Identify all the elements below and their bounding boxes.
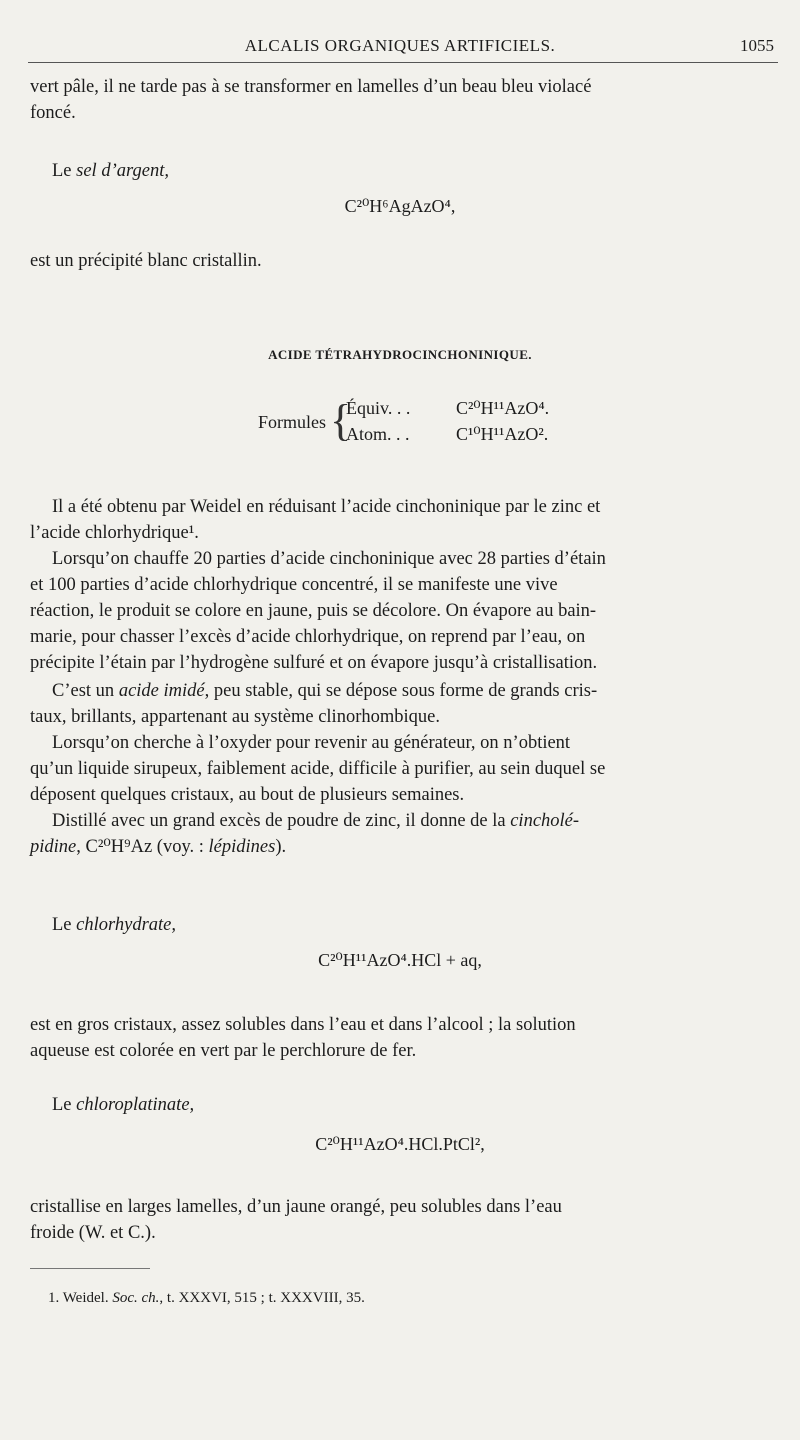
footnote-text: , t. XXXVI, 515 ; t. XXXVIII, 35. — [159, 1290, 365, 1306]
formula-row — [346, 424, 548, 445]
formulas-block — [258, 398, 658, 458]
chlorhydrate-description — [30, 1012, 770, 1064]
silver-salt-heading — [30, 158, 770, 184]
text-line: précipite l’étain par l’hydrogène sulfuré et on évapore jusqu’à cristallisation. — [30, 653, 598, 673]
silver-salt-description: est un précipité blanc cristallin. — [30, 251, 262, 271]
footnote — [48, 1290, 365, 1307]
notation-formula: C²⁰H¹¹AzO⁴. — [456, 398, 550, 418]
text-line: réaction, le produit se colore en jaune, puis se décolore. On évapore au bain- — [30, 601, 597, 621]
text-line: vert pâle, il ne tarde pas à se transformer en lamelles d’un beau bleu violacé — [30, 77, 592, 97]
page-number: 1055 — [740, 36, 774, 55]
text-line: déposent quelques cristaux, au bout de plusieurs semaines. — [30, 785, 465, 805]
text-line: Lorsqu’on cherche à l’oxyder pour revenir au générateur, on n’obtient — [52, 733, 571, 753]
compound-name: sel d’argent, — [76, 161, 169, 181]
heading-prefix: Le — [52, 915, 77, 935]
running-title: ALCALIS ORGANIQUES ARTIFICIELS. — [244, 36, 556, 55]
silver-salt-formula: C²⁰H⁶AgAzO⁴, — [344, 196, 456, 216]
heading-prefix: Le — [52, 161, 77, 181]
paragraph-oxidation — [30, 730, 770, 808]
paragraph-distillation — [30, 808, 770, 860]
text-line: Il a été obtenu par Weidel en réduisant l’acide cinchoninique par le zinc et — [52, 497, 601, 517]
page-header — [0, 36, 800, 64]
formula-row — [346, 398, 549, 419]
text-span: Distillé avec un grand excès de poudre de zinc, il donne de la — [52, 811, 511, 831]
paragraph-preparation — [30, 546, 770, 676]
emphasis: pidine — [30, 837, 77, 857]
text-line: marie, pour chasser l’excès d’acide chlorhydrique, on reprend par l’eau, on — [30, 627, 586, 647]
emphasis: lépidines — [208, 837, 276, 857]
text-line: est en gros cristaux, assez solubles dans l’eau et dans l’alcool ; la solution — [30, 1015, 576, 1035]
text-line: et 100 parties d’acide chlorhydrique concentré, il se manifeste une vive — [30, 575, 558, 595]
heading-prefix: Le — [52, 1095, 77, 1115]
text-line: Lorsqu’on chauffe 20 parties d’acide cinchoninique avec 28 parties d’étain — [52, 549, 606, 569]
text-span: C’est un — [52, 681, 119, 701]
compound-name: chlorhydrate, — [76, 915, 176, 935]
text-line — [30, 678, 770, 704]
formulas-label: Formules — [258, 412, 327, 432]
text-span: ). — [275, 837, 287, 857]
emphasis: cincholé- — [510, 811, 580, 831]
text-line: l’acide chlorhydrique¹. — [30, 523, 199, 543]
emphasis: acide imidé — [118, 681, 205, 701]
text-line: qu’un liquide sirupeux, faiblement acide, difficile à purifier, au sein duquel se — [30, 759, 606, 779]
text-line: cristallise en larges lamelles, d’un jaune orangé, peu solubles dans l’eau — [30, 1197, 562, 1217]
text-span: , peu stable, qui se dépose sous forme de grands cris- — [204, 681, 598, 701]
footnote-text: 1. Weidel. — [48, 1290, 113, 1306]
text-line — [30, 834, 770, 860]
text-line: froide (W. et C.). — [30, 1223, 156, 1243]
notation-formula: C¹⁰H¹¹AzO². — [456, 424, 549, 444]
brace-glyph: { — [330, 396, 352, 445]
footnote-rule — [30, 1268, 150, 1269]
chloroplatinate-heading — [30, 1092, 770, 1118]
compound-name: chloroplatinate, — [76, 1095, 195, 1115]
header-rule — [28, 62, 778, 63]
chlorhydrate-formula: C²⁰H¹¹AzO⁴.HCl + aq, — [318, 950, 482, 970]
text-line: aqueuse est colorée en vert par le perchlorure de fer. — [30, 1041, 417, 1061]
text-line: taux, brillants, appartenant au système clinorhombique. — [30, 707, 440, 727]
paragraph-weidel — [30, 494, 770, 546]
text-span: , C²⁰H⁹Az (voy. : — [76, 837, 209, 857]
paragraph-intro — [30, 74, 770, 126]
chloroplatinate-description — [30, 1194, 770, 1246]
chlorhydrate-heading — [30, 912, 770, 938]
text-line: foncé. — [30, 103, 76, 123]
section-title: ACIDE TÉTRAHYDROCINCHONINIQUE. — [268, 347, 532, 362]
text-line — [30, 808, 770, 834]
notation-name: Équiv. . . — [346, 398, 411, 418]
chloroplatinate-formula: C²⁰H¹¹AzO⁴.HCl.PtCl², — [315, 1134, 485, 1154]
journal-name: Soc. ch. — [112, 1290, 160, 1306]
paragraph-properties — [30, 678, 770, 730]
notation-name: Atom. . . — [346, 424, 410, 444]
